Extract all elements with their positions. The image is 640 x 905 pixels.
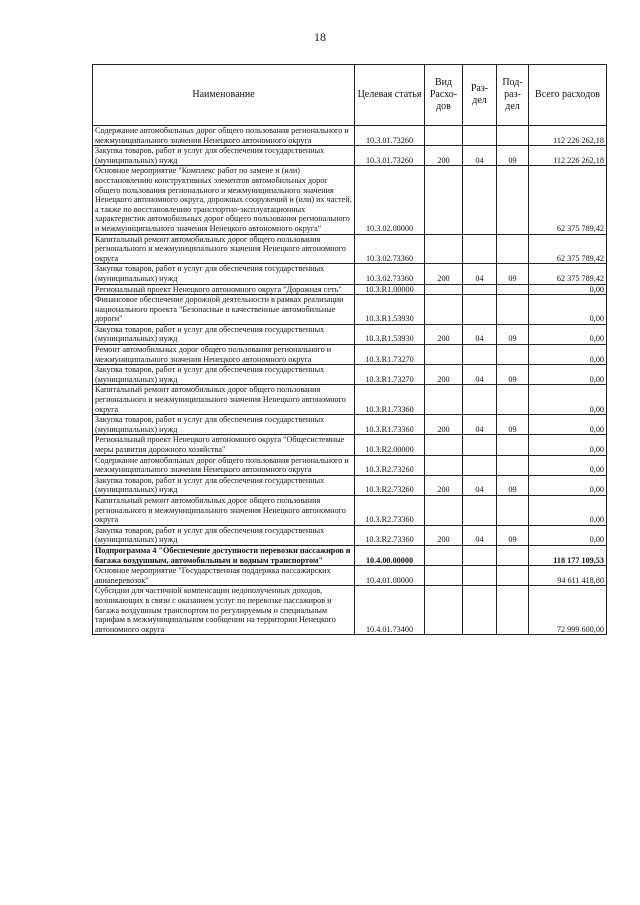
row-expense-type [425,495,463,525]
table-row [93,146,607,166]
row-target-code: 10.3.02.73360 [355,264,425,284]
table-row [93,264,607,284]
row-subsection [497,455,529,475]
table-row [93,566,607,586]
table-row [93,295,607,325]
row-name: Финансовое обеспечение дорожной деятельности в рамках реализации национального проекта "Безопасные и качественные автомобильные дороги" [93,295,355,325]
row-amount: 0,00 [529,475,607,495]
row-expense-type: 200 [425,365,463,385]
row-name: Закупка товаров, работ и услуг для обеспечения государственных (муниципальных) нужд [93,525,355,545]
row-expense-type [425,166,463,234]
row-amount: 62 375 789,42 [529,264,607,284]
row-name: Закупка товаров, работ и услуг для обеспечения государственных (муниципальных) нужд [93,475,355,495]
row-name: Закупка товаров, работ и услуг для обеспечения государственных (муниципальных) нужд [93,365,355,385]
row-subsection [497,284,529,295]
row-expense-type [425,126,463,146]
row-section [463,385,497,415]
row-name: Содержание автомобильных дорог общего пользования регионального и межмуниципального значения Ненецкого автономного округа [93,455,355,475]
table-row [93,234,607,264]
row-amount: 112 226 262,18 [529,126,607,146]
row-subsection [497,234,529,264]
row-expense-type [425,435,463,455]
row-section [463,435,497,455]
row-target-code: 10.3.R2.73360 [355,495,425,525]
header-expense-type: Вид Расхо-дов [425,65,463,126]
header-target: Целевая статья [355,65,425,126]
row-name: Региональный проект Ненецкого автономного округа "Общесистемные меры развития дорожного хозяйства" [93,435,355,455]
row-expense-type [425,586,463,635]
row-target-code: 10.3.01.73260 [355,146,425,166]
row-section: 04 [463,525,497,545]
row-amount: 118 177 109,53 [529,545,607,565]
row-subsection: 09 [497,525,529,545]
table-row [93,415,607,435]
row-section [463,586,497,635]
row-name: Региональный проект Ненецкого автономного округа "Дорожная сеть" [93,284,355,295]
row-subsection: 09 [497,365,529,385]
row-expense-type [425,545,463,565]
row-target-code: 10.3.R1.73360 [355,385,425,415]
row-expense-type [425,295,463,325]
row-target-code: 10.4.01.00000 [355,566,425,586]
row-amount: 0,00 [529,455,607,475]
row-target-code: 10.3.R2.73360 [355,525,425,545]
row-section [463,284,497,295]
row-subsection: 09 [497,146,529,166]
row-name: Закупка товаров, работ и услуг для обеспечения государственных (муниципальных) нужд [93,264,355,284]
row-target-code: 10.4.00.00000 [355,545,425,565]
row-name: Ремонт автомобильных дорог общего пользования регионального и межмуниципального значения Ненецкого автономного округа [93,345,355,365]
row-section [463,545,497,565]
table-row [93,126,607,146]
row-target-code: 10.3.R2.00000 [355,435,425,455]
row-subsection [497,545,529,565]
row-subsection [497,295,529,325]
row-target-code: 10.3.R1.73270 [355,345,425,365]
row-target-code: 10.3.R2.73260 [355,475,425,495]
row-section [463,566,497,586]
page-number: 18 [314,30,326,44]
row-section [463,234,497,264]
table-row [93,284,607,295]
row-name: Субсидии для частичной компенсации недополученных доходов, возникающих в связи с оказанием услуг по перевозке пассажиров и багажа воздушным транспортом по регулируемым и специальным тарифам в межмуниципальном сообщении на территории Ненецкого автономного округа [93,586,355,635]
row-target-code: 10.3.R1.53930 [355,295,425,325]
row-section: 04 [463,475,497,495]
row-subsection: 09 [497,415,529,435]
row-expense-type [425,385,463,415]
budget-table [92,64,607,635]
table-row [93,385,607,415]
row-amount: 0,00 [529,495,607,525]
row-section [463,495,497,525]
row-section [463,455,497,475]
row-amount: 0,00 [529,385,607,415]
row-expense-type: 200 [425,264,463,284]
row-name: Подпрограмма 4 "Обеспечение доступности перевозки пассажиров и багажа воздушным, автомобильным и водным транспортом" [93,545,355,565]
row-subsection [497,566,529,586]
table-row [93,525,607,545]
row-target-code: 10.3.01.73260 [355,126,425,146]
row-section: 04 [463,365,497,385]
table-row [93,495,607,525]
row-section: 04 [463,264,497,284]
row-amount: 0,00 [529,365,607,385]
table-row [93,586,607,635]
row-expense-type: 200 [425,525,463,545]
row-amount: 0,00 [529,295,607,325]
row-section [463,166,497,234]
row-subsection [497,586,529,635]
row-name: Капитальный ремонт автомобильных дорог общего пользования регионального и межмуниципального значения Ненецкого автономного округа [93,234,355,264]
row-expense-type: 200 [425,324,463,344]
row-name: Капитальный ремонт автомобильных дорог общего пользования регионального и межмуниципального значения Ненецкого автономного округа [93,495,355,525]
row-section [463,126,497,146]
row-name: Закупка товаров, работ и услуг для обеспечения государственных (муниципальных) нужд [93,146,355,166]
row-expense-type: 200 [425,475,463,495]
row-amount: 0,00 [529,525,607,545]
row-subsection [497,345,529,365]
row-expense-type [425,234,463,264]
header-name: Наименование [93,65,355,126]
row-amount: 112 226 262,18 [529,146,607,166]
row-section: 04 [463,415,497,435]
row-expense-type [425,284,463,295]
row-amount: 0,00 [529,415,607,435]
row-name: Основное мероприятие "Государственная поддержка пассажирских авиаперевозок" [93,566,355,586]
row-amount: 0,00 [529,284,607,295]
row-target-code: 10.3.R1.73270 [355,365,425,385]
table-row [93,166,607,234]
table-row [93,455,607,475]
row-subsection: 09 [497,475,529,495]
row-amount: 62 375 789,42 [529,166,607,234]
row-name: Основное мероприятие "Комплекс работ по замене и (или) восстановлению конструктивных элементов автомобильных дорог общего пользования регионального и межмуниципального значения Ненецкого автономного округа, дорожных сооружений и (или) их частей, а также по восстановлению транспортно-эксплуатационных характеристик автомобильных дорог общего пользования регионального и межмуниципального значения Ненецкого автономного округа" [93,166,355,234]
table-row [93,324,607,344]
row-target-code: 10.4.01.73400 [355,586,425,635]
row-subsection [497,126,529,146]
row-subsection [497,166,529,234]
row-target-code: 10.3.R1.73360 [355,415,425,435]
row-subsection [497,385,529,415]
row-target-code: 10.3.02.00000 [355,166,425,234]
row-name: Закупка товаров, работ и услуг для обеспечения государственных (муниципальных) нужд [93,415,355,435]
row-expense-type: 200 [425,146,463,166]
row-expense-type [425,345,463,365]
header-total: Всего расходов [529,65,607,126]
row-amount: 94 611 418,80 [529,566,607,586]
row-amount: 72 999 600,00 [529,586,607,635]
row-name: Капитальный ремонт автомобильных дорог общего пользования регионального и межмуниципального значения Ненецкого автономного округа [93,385,355,415]
table-row [93,435,607,455]
row-subsection [497,495,529,525]
header-section: Раз-дел [463,65,497,126]
table-row [93,345,607,365]
table-row [93,545,607,565]
row-target-code: 10.3.R1.53930 [355,324,425,344]
header-subsection: Под-раз-дел [497,65,529,126]
row-expense-type [425,455,463,475]
row-target-code: 10.3.R2.73260 [355,455,425,475]
table-header-row [93,65,607,126]
row-subsection [497,435,529,455]
row-amount: 0,00 [529,324,607,344]
table-row [93,475,607,495]
row-section: 04 [463,324,497,344]
table-row [93,365,607,385]
row-subsection: 09 [497,324,529,344]
row-name: Содержание автомобильных дорог общего пользования регионального и межмуниципального значения Ненецкого автономного округа [93,126,355,146]
row-subsection: 09 [497,264,529,284]
row-amount: 0,00 [529,435,607,455]
row-expense-type: 200 [425,415,463,435]
row-target-code: 10.3.R1.00000 [355,284,425,295]
row-amount: 0,00 [529,345,607,365]
row-amount: 62 375 789,42 [529,234,607,264]
row-name: Закупка товаров, работ и услуг для обеспечения государственных (муниципальных) нужд [93,324,355,344]
row-section [463,345,497,365]
row-expense-type [425,566,463,586]
row-target-code: 10.3.02.73360 [355,234,425,264]
row-section: 04 [463,146,497,166]
row-section [463,295,497,325]
